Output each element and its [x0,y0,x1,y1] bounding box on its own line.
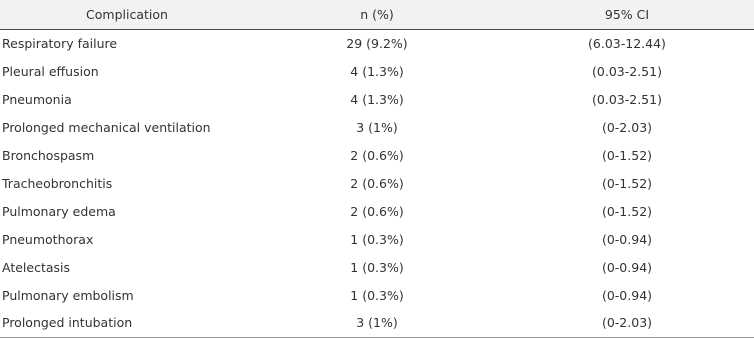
table-row [0,309,754,337]
header-ci: 95% CI [500,0,754,29]
cell-ci: (0-0.94) [601,259,653,275]
table-row [0,29,754,57]
cell-complication: Prolonged mechanical ventilation [2,119,211,135]
header-row [0,0,754,29]
cell-complication: Pulmonary edema [2,203,116,219]
cell-complication: Bronchospasm [2,147,95,163]
cell-n-percent: 2 (0.6%) [350,147,404,163]
cell-ci: (0-0.94) [601,231,653,247]
table-row [0,113,754,141]
cell-complication: Pneumonia [2,91,72,107]
cell-n-percent: 1 (0.3%) [350,231,404,247]
table-row [0,281,754,309]
cell-complication: Pneumothorax [2,231,94,247]
cell-complication: Tracheobronchitis [2,175,113,191]
cell-ci: (0.03-2.51) [592,63,662,79]
cell-n-percent: 2 (0.6%) [350,175,404,191]
cell-ci: (0-1.52) [601,175,653,191]
table-row [0,85,754,113]
cell-complication: Prolonged intubation [0,309,254,337]
cell-n-percent: 1 (0.3%) [350,259,404,275]
cell-n-percent: 3 (1%) [254,309,500,337]
cell-n-percent: 4 (1.3%) [350,91,404,107]
table-row [0,253,754,281]
cell-ci: (0-2.03) [601,119,653,135]
table-row [0,169,754,197]
cell-n-percent: 2 (0.6%) [350,203,404,219]
cell-n-percent: 3 (1%) [356,119,398,135]
cell-ci: (6.03-12.44) [588,35,666,51]
cell-ci: (0.03-2.51) [592,91,662,107]
cell-complication: Pleural effusion [2,63,99,79]
cell-n-percent: 1 (0.3%) [350,287,404,303]
cell-complication: Atelectasis [2,259,71,275]
cell-ci: (0-1.52) [601,147,653,163]
cell-complication: Respiratory failure [2,35,118,51]
table-row [0,225,754,253]
cell-n-percent: 29 (9.2%) [346,35,408,51]
table-header [0,0,754,29]
table-row [0,57,754,85]
cell-ci: (0-2.03) [500,309,754,337]
header-n-percent: n (%) [254,0,500,29]
cell-n-percent: 4 (1.3%) [350,63,404,79]
cell-ci: (0-0.94) [601,287,653,303]
cell-complication: Pulmonary embolism [2,287,134,303]
header-complication: Complication [0,0,254,29]
table-row [0,197,754,225]
table-row [0,141,754,169]
cell-ci: (0-1.52) [601,203,653,219]
table-body [0,29,754,337]
